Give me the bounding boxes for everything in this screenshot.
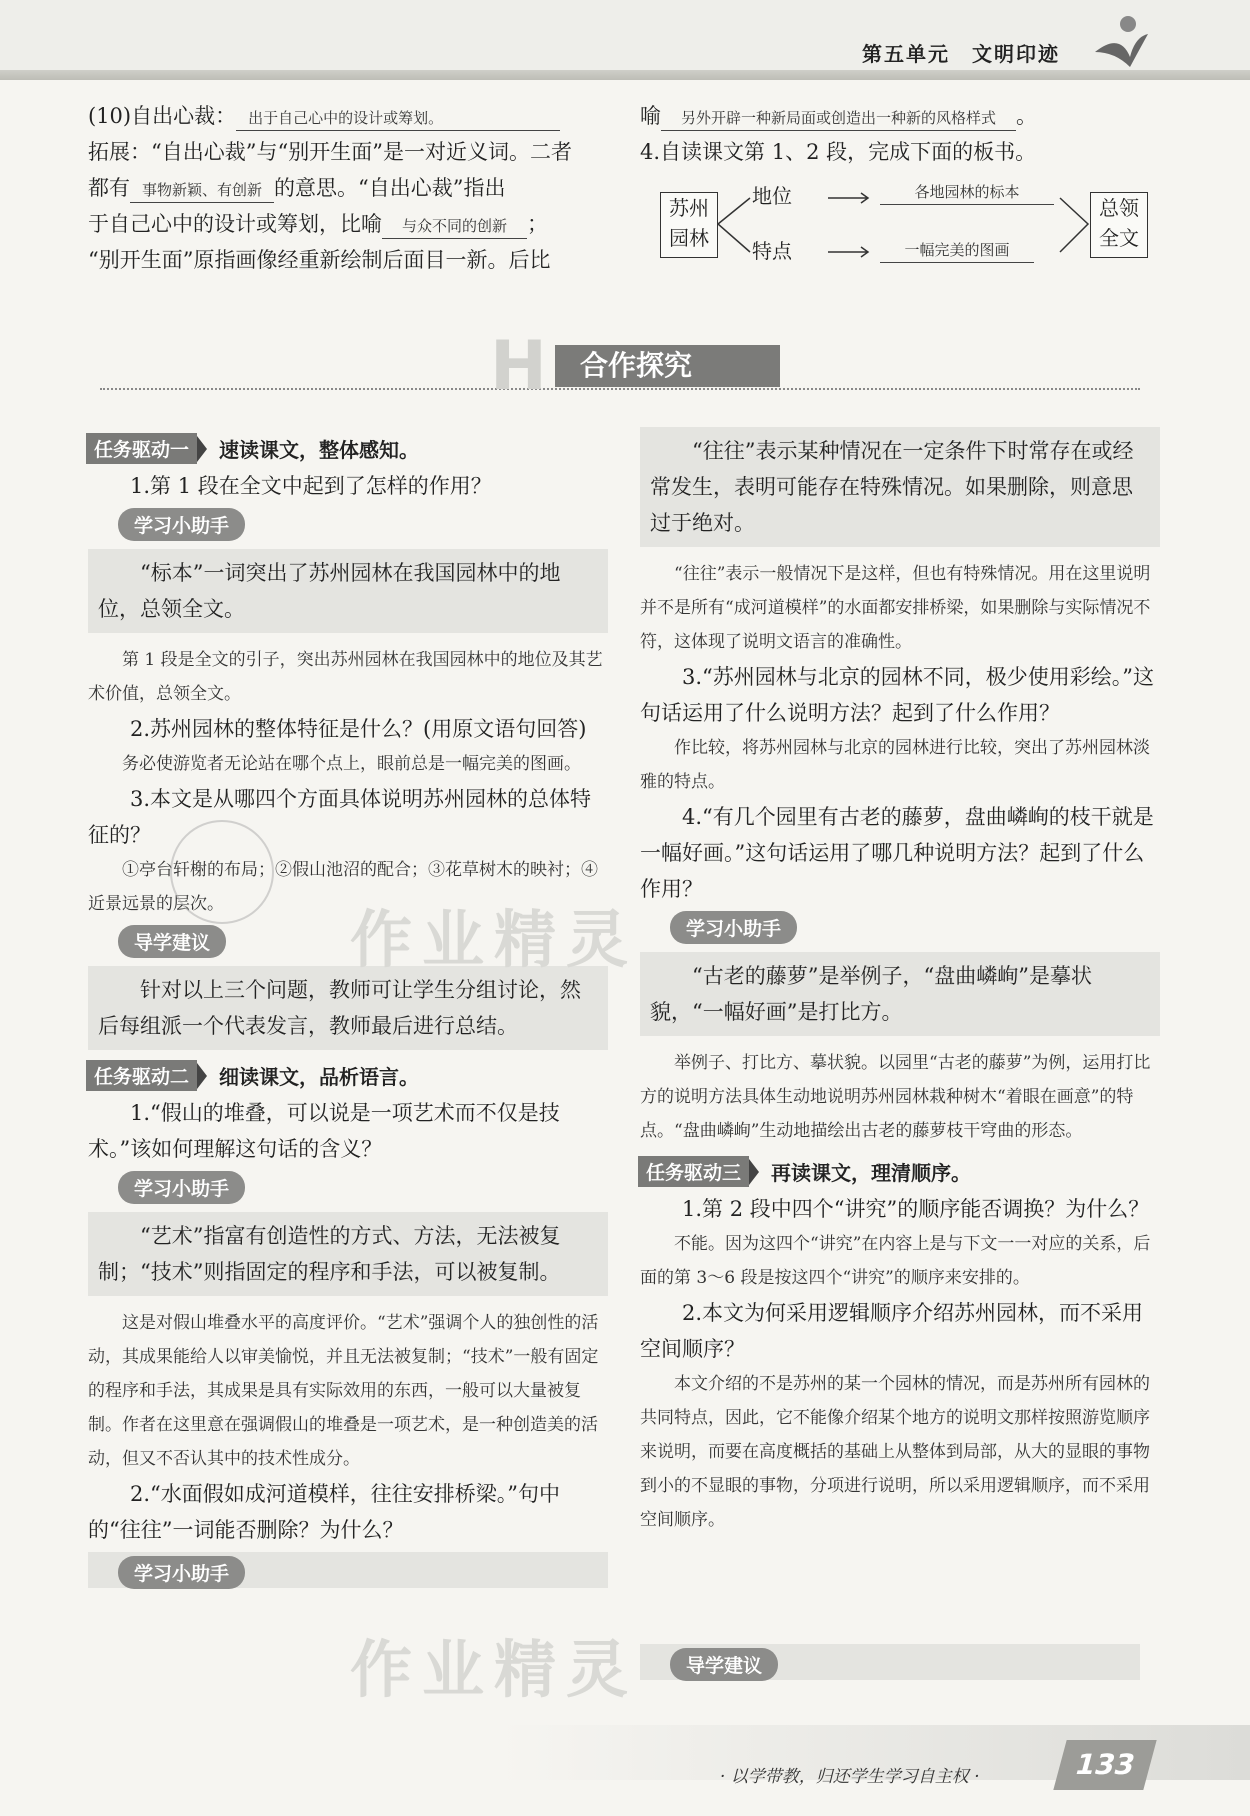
guide-note-1: 针对以上三个问题，教师可让学生分组讨论，然后每组派一个代表发言，教师最后进行总结。 <box>88 966 608 1050</box>
task-2-title: 细读课文，品析语言。 <box>219 1065 420 1089</box>
cont-a: 喻 <box>640 104 661 128</box>
item10-prefix: (10)自出心裁： <box>88 104 237 128</box>
right-column <box>640 425 1160 1537</box>
cont-answer: 另外开辟一种新局面或创造出一种新的风格样式 <box>661 106 1016 131</box>
item10-answer: 出于自己心中的设计或筹划。 <box>236 106 560 131</box>
task-arrow-icon <box>749 1159 759 1185</box>
page-number: 133 <box>1053 1740 1156 1790</box>
banner-letter: H <box>490 327 547 406</box>
question-3-1: 1.第 2 段中四个“讲究”的顺序能否调换？为什么？ <box>682 1197 1150 1221</box>
task-1-header <box>86 433 608 464</box>
board-feature-label: 特点 <box>752 239 792 263</box>
section-banner <box>100 327 1140 406</box>
ext-line-3a: 于自己心中的设计或筹划，比喻 <box>88 212 382 236</box>
ext-line-4: “别开生面”原指画像经重新绘制后面目一新。后比 <box>88 248 551 272</box>
answer-3-2: 本文介绍的不是苏州的某一个园林的情况，而是苏州所有园林的共同特点，因此，它不能像介绍某个地方的说明文那样按照游览顺序来说明，而要在高度概括的基础上从整体到局部，从大的显眼的事物到小的不显眼的事物，分项进行说明，所以采用逻辑顺序，而不采用空间顺序。 <box>640 1374 1150 1530</box>
answer-2-1: 这是对假山堆叠水平的高度评价。“艺术”强调个人的独创性的活动，其成果能给人以审美愉悦，并且无法被复制；“技术”一般有固定的程序和手法，其成果是具有实际效用的东西，一般可以大量被复制。作者在这里意在强调假山的堆叠是一项艺术，是一种创造美的活动，但又不否认其中的技术性成分。 <box>88 1313 599 1469</box>
board-position-label: 地位 <box>752 184 792 208</box>
question-2-3: 3.“苏州园林与北京的园林不同，极少使用彩绘。”这句话运用了什么说明方法？起到了什么作用？ <box>640 665 1155 725</box>
board-right-box: 总领 全文 <box>1090 192 1148 258</box>
header-bar <box>0 70 1250 80</box>
helper-pill: 学习小助手 <box>670 911 797 944</box>
question-2-2: 2.“水面假如成河道模样，往往安排桥梁。”句中的“往往”一词能否删除？为什么？ <box>88 1482 561 1542</box>
helper-note-4: “古老的藤萝”是举例子，“盘曲嶙峋”是摹状貌，“一幅好画”是打比方。 <box>640 952 1160 1036</box>
ext-line-3-answer: 与众不同的创新 <box>382 214 527 239</box>
answer-2-4: 举例子、打比方、摹状貌。以园里“古老的藤萝”为例，运用打比方的说明方法具体生动地说明苏州园林栽种树木“着眼在画意”的特点。“盘曲嶙峋”生动地描绘出古老的藤萝枝干穹曲的形态。 <box>640 1053 1151 1141</box>
page-footer <box>0 1700 1250 1816</box>
helper-note-3: “往往”表示某种情况在一定条件下时常存在或经常发生，表明可能存在特殊情况。如果删除，则意思过于绝对。 <box>640 427 1160 547</box>
task-1-title: 速读课文，整体感知。 <box>219 438 420 462</box>
unit-title: 第五单元 文明印迹 <box>862 42 1060 66</box>
question-2-1: 1.“假山的堆叠，可以说是一项艺术而不仅是技术。”该如何理解这句话的含义？ <box>88 1101 560 1161</box>
task-3-title: 再读课文，理清顺序。 <box>771 1161 972 1185</box>
cont-b: 。 <box>1016 104 1038 128</box>
top-left-block <box>88 98 608 278</box>
question-4: 4.自读课文第 1、2 段，完成下面的板书。 <box>640 140 1037 164</box>
left-column <box>88 425 608 1598</box>
question-1: 1.第 1 段在全文中起到了怎样的作用？ <box>130 474 492 498</box>
helper-pill: 学习小助手 <box>118 1556 245 1589</box>
board-diagram <box>650 180 1160 270</box>
question-2-4: 4.“有几个园里有古老的藤萝，盘曲嶙峋的枝干就是一幅好画。”这句话运用了哪几种说明方法？起到了什么作用？ <box>640 805 1154 901</box>
task-arrow-icon <box>197 436 207 462</box>
ext-line-2-answer: 事物新颖、有创新 <box>130 178 274 203</box>
helper-pill: 学习小助手 <box>118 1171 245 1204</box>
watermark: 作业精灵 <box>350 903 639 976</box>
book-leaf-logo-icon <box>1090 12 1150 72</box>
task-arrow-icon <box>197 1063 207 1089</box>
top-right-block <box>640 98 1160 270</box>
task-3-tag: 任务驱动三 <box>638 1156 749 1187</box>
helper-pill: 学习小助手 <box>118 508 245 541</box>
answer-1: 第 1 段是全文的引子，突出苏州园林在我国园林中的地位及其艺术价值，总领全文。 <box>88 650 603 704</box>
answer-3: ①亭台轩榭的布局；②假山池沼的配合；③花草树木的映衬；④近景远景的层次。 <box>88 860 598 914</box>
answer-2-3: 作比较，将苏州园林与北京的园林进行比较，突出了苏州园林淡雅的特点。 <box>640 738 1150 792</box>
task-2-header <box>86 1060 608 1091</box>
helper-note-2: “艺术”指富有创造性的方式、方法，无法被复制；“技术”则指固定的程序和手法，可以被复制。 <box>88 1212 608 1296</box>
ext-line-2a: 都有 <box>88 176 130 200</box>
watermark: 作业精灵 <box>350 1633 639 1706</box>
footer-slogan: · 以学带教，归还学生学习自主权 · <box>720 1767 980 1787</box>
task-3-header <box>638 1156 1160 1187</box>
ext-line-1: 拓展：“自出心裁”与“别开生面”是一对近义词。二者 <box>88 140 572 164</box>
helper-strip <box>88 1552 608 1588</box>
answer-3-1: 不能。因为这四个“讲究”在内容上是与下文一一对应的关系，后面的第 3～6 段是按这四个“讲究”的顺序来安排的。 <box>640 1234 1151 1288</box>
question-3-2: 2.本文为何采用逻辑顺序介绍苏州园林，而不采用空间顺序？ <box>640 1301 1144 1361</box>
board-position-answer: 各地园林的标本 <box>880 180 1054 205</box>
task-1-tag: 任务驱动一 <box>86 433 197 464</box>
page-header <box>0 0 1250 80</box>
ext-line-2b: 的意思。“自出心裁”指出 <box>274 176 506 200</box>
board-left-box: 苏州 园林 <box>660 192 718 258</box>
question-3: 3.本文是从哪四个方面具体说明苏州园林的总体特征的？ <box>88 787 592 847</box>
stamp-icon <box>170 820 274 924</box>
guide-pill: 导学建议 <box>670 1648 778 1681</box>
ext-line-3b: ； <box>527 212 549 236</box>
answer-2-2: “往往”表示一般情况下是这样，但也有特殊情况。用在这里说明并不是所有“成河道模样”的水面都安排桥梁，如果删除与实际情况不符，这体现了说明文语言的准确性。 <box>640 564 1151 652</box>
task-2-tag: 任务驱动二 <box>86 1060 197 1091</box>
guide-pill: 导学建议 <box>118 925 226 958</box>
question-2: 2.苏州园林的整体特征是什么？(用原文语句回答) <box>130 717 587 741</box>
banner-title: 合作探究 <box>555 345 780 387</box>
banner-rule <box>100 388 1140 390</box>
board-feature-answer: 一幅完美的图画 <box>880 238 1034 263</box>
helper-note-1: “标本”一词突出了苏州园林在我国园林中的地位，总领全文。 <box>88 549 608 633</box>
answer-2: 务必使游览者无论站在哪个点上，眼前总是一幅完美的图画。 <box>122 754 581 774</box>
guide-strip <box>640 1644 1140 1680</box>
